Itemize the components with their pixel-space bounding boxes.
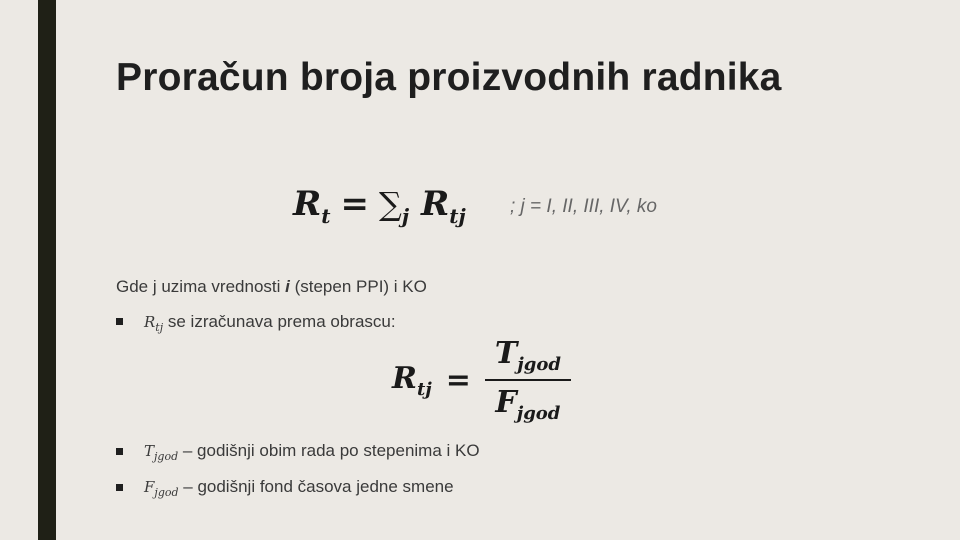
fraction-denominator: $F_{jgod}$: [495, 385, 561, 424]
formula2-lhs: $R_{tj}$: [392, 360, 432, 400]
fraction: [485, 336, 571, 424]
bullet-item-rtj: $R_{tj}$ se izračunava prema obrascu:: [144, 312, 396, 334]
slide-title: Proračun broja proizvodnih radnika: [116, 56, 782, 99]
fraction-bar: [485, 379, 571, 381]
sum-symbol: $\sum_j$: [379, 185, 410, 228]
formula1-equals: =: [340, 184, 370, 224]
left-accent-bar: [38, 0, 56, 540]
bullet-item-tjgod: $T_{jgod}$ – godišnji obim rada po stepenima i KO: [144, 441, 480, 463]
formula-rtj: [392, 336, 571, 424]
fraction-numerator: $T_{jgod}$: [494, 336, 561, 375]
bullet-marker: [116, 318, 123, 325]
intro-line: Gde j uzima vrednosti i (stepen PPI) i KO: [116, 277, 427, 296]
bullet-marker: [116, 448, 123, 455]
formula2-equals: =: [445, 362, 471, 398]
formula-total-workers: [293, 184, 466, 228]
bullet-item-fjgod: $F_{jgod}$ – godišnji fond časova jedne smene: [144, 477, 454, 499]
formula1-rhs: $R_{tj}$: [420, 184, 466, 228]
formula1-condition: ; j = I, II, III, IV, ko: [510, 196, 657, 217]
bullet-marker: [116, 484, 123, 491]
formula1-lhs: $R_t$: [293, 184, 331, 228]
